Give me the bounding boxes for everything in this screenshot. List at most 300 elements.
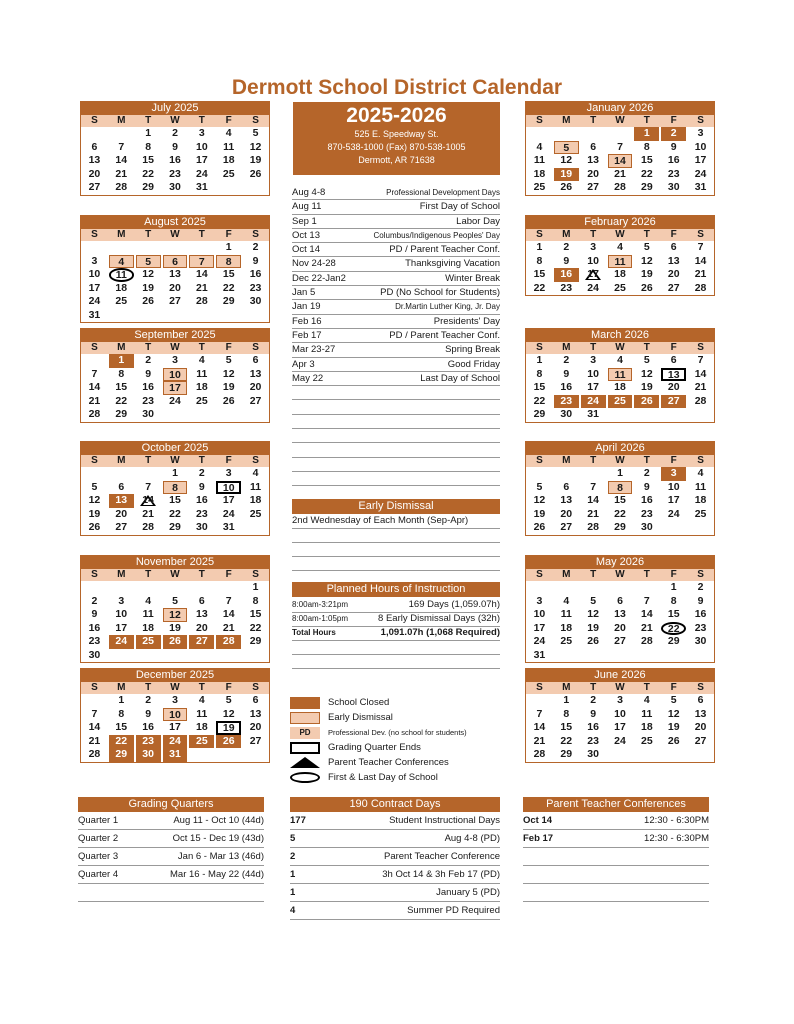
day-cell: 8 bbox=[608, 481, 633, 495]
day-cell: 16 bbox=[667, 154, 680, 166]
quarter-range: Oct 15 - Dec 19 (43d) bbox=[172, 833, 264, 844]
month-nov bbox=[80, 555, 270, 663]
weekday-label: M bbox=[117, 569, 126, 580]
legend-label: Parent Teacher Conferences bbox=[328, 757, 449, 768]
day-cell: 5 bbox=[554, 141, 579, 155]
day-cell: 24 bbox=[163, 735, 188, 749]
day-cell: 23 bbox=[641, 507, 653, 520]
weekday-label: T bbox=[145, 229, 152, 240]
day-cell: 4 bbox=[617, 354, 623, 366]
event-name: Thanksgiving Vacation bbox=[405, 258, 500, 270]
day-cell: 8 bbox=[670, 594, 677, 607]
day-cell: 5 bbox=[91, 480, 98, 493]
day-cell: 20 bbox=[667, 381, 680, 393]
day-cell: 2 bbox=[91, 594, 98, 607]
weekday-label: T bbox=[590, 682, 597, 693]
day-cell: 7 bbox=[617, 140, 623, 153]
day-cell: 28 bbox=[587, 521, 599, 533]
phone: 870-538-1000 (Fax) 870-538-1005 bbox=[327, 142, 466, 152]
weekday-label: T bbox=[145, 342, 152, 353]
event-row bbox=[292, 257, 500, 271]
weekday-label: W bbox=[170, 569, 180, 580]
day-cell: 20 bbox=[249, 381, 262, 393]
day-grid bbox=[526, 467, 714, 535]
month-title: December 2025 bbox=[81, 668, 269, 682]
event-name: Presidents' Day bbox=[433, 315, 500, 327]
day-cell: 2 bbox=[145, 354, 152, 366]
quarter-range: Aug 11 - Oct 10 (44d) bbox=[173, 815, 264, 826]
day-cell: 9 bbox=[643, 480, 650, 493]
day-cell: 2 bbox=[563, 241, 570, 253]
weekday-label: M bbox=[117, 455, 126, 466]
blank-line bbox=[78, 884, 264, 902]
day-cell: 7 bbox=[536, 707, 543, 720]
quarter-range: Mar 16 - May 22 (44d) bbox=[170, 869, 264, 880]
month-jan bbox=[525, 101, 715, 196]
day-cell: 20 bbox=[115, 507, 128, 520]
day-cell: 13 bbox=[694, 707, 707, 720]
weekday-label: T bbox=[590, 569, 597, 580]
day-cell: 23 bbox=[560, 281, 573, 294]
day-cell: 26 bbox=[667, 734, 680, 747]
weekday-label: F bbox=[225, 342, 232, 353]
weekday-header bbox=[526, 115, 714, 127]
day-cell: 19 bbox=[587, 621, 599, 634]
day-cell: 30 bbox=[88, 648, 101, 661]
address: 525 E. Speedway St. bbox=[354, 129, 439, 139]
day-cell: 3 bbox=[91, 254, 98, 267]
day-cell: 12 bbox=[163, 608, 188, 622]
event-row bbox=[292, 272, 500, 286]
event-row bbox=[292, 343, 500, 357]
day-cell: 22 bbox=[222, 281, 235, 294]
empty-day bbox=[554, 467, 579, 481]
day-cell: 11 bbox=[250, 480, 262, 493]
blank-line bbox=[292, 429, 500, 443]
event-date: Sep 1 bbox=[292, 215, 317, 227]
blank-line bbox=[292, 472, 500, 486]
day-cell: 3 bbox=[617, 694, 623, 706]
day-cell: 20 bbox=[169, 281, 181, 294]
month-title: May 2026 bbox=[526, 555, 714, 569]
empty-day bbox=[554, 581, 579, 595]
month-title: July 2025 bbox=[81, 101, 269, 115]
day-cell: 16 bbox=[554, 268, 579, 282]
day-grid bbox=[526, 581, 714, 662]
day-cell: 6 bbox=[163, 255, 188, 269]
weekday-label: F bbox=[225, 455, 232, 466]
contract-text: Student Instructional Days bbox=[389, 815, 500, 826]
day-cell: 30 bbox=[142, 408, 154, 420]
event-name: Spring Break bbox=[445, 344, 500, 356]
day-cell: 26 bbox=[641, 281, 653, 294]
weekday-label: T bbox=[643, 682, 650, 693]
day-cell: 14 bbox=[88, 721, 101, 733]
day-cell: 22 bbox=[614, 507, 626, 520]
grading-row bbox=[78, 848, 264, 866]
blank-line bbox=[523, 848, 709, 866]
day-cell: 4 bbox=[225, 127, 232, 139]
weekday-label: F bbox=[225, 569, 232, 580]
blank-line bbox=[292, 458, 500, 472]
day-cell: 21 bbox=[587, 507, 599, 520]
weekday-label: F bbox=[670, 342, 677, 353]
day-cell: 1 bbox=[172, 467, 178, 479]
event-name: Dr.Martin Luther King, Jr. Day bbox=[395, 302, 500, 312]
day-cell: 2 bbox=[643, 467, 650, 479]
legend-swatch-tri bbox=[290, 757, 320, 768]
weekday-label: W bbox=[170, 229, 180, 240]
day-cell: 21 bbox=[88, 394, 101, 407]
day-cell: 20 bbox=[614, 621, 626, 634]
day-cell: 29 bbox=[109, 748, 134, 762]
day-cell: 22 bbox=[533, 394, 546, 407]
day-cell: 11 bbox=[608, 368, 633, 382]
day-cell: 28 bbox=[88, 748, 101, 760]
weekday-label: M bbox=[117, 229, 126, 240]
day-cell: 10 bbox=[88, 268, 101, 280]
contract-row bbox=[290, 830, 500, 848]
day-grid bbox=[526, 241, 714, 295]
day-cell: 5 bbox=[590, 594, 597, 607]
day-cell: 18 bbox=[142, 621, 154, 634]
empty-day bbox=[109, 581, 134, 595]
day-cell: 12 bbox=[587, 608, 599, 620]
day-cell: 25 bbox=[614, 281, 626, 294]
day-cell: 8 bbox=[216, 255, 241, 269]
day-cell: 28 bbox=[88, 408, 101, 420]
contract-count: 2 bbox=[290, 851, 296, 862]
legend-swatch-pd: PD bbox=[290, 727, 320, 739]
empty-day bbox=[82, 127, 107, 141]
weekday-label: T bbox=[643, 229, 650, 240]
day-cell: 27 bbox=[661, 395, 686, 409]
day-cell: 19 bbox=[641, 381, 653, 393]
event-name: Winter Break bbox=[445, 272, 500, 284]
day-cell: 23 bbox=[249, 281, 262, 294]
day-cell: 23 bbox=[554, 395, 579, 409]
day-cell: 29 bbox=[667, 635, 680, 647]
legend-label: School Closed bbox=[328, 697, 390, 708]
day-cell: 16 bbox=[169, 154, 181, 166]
day-grid bbox=[526, 354, 714, 422]
empty-day bbox=[136, 241, 161, 255]
day-cell: 24 bbox=[587, 281, 599, 294]
day-cell: 19 bbox=[88, 507, 101, 520]
ptc-date: Oct 14 bbox=[523, 815, 553, 826]
weekday-label: F bbox=[670, 682, 677, 693]
day-cell: 10 bbox=[587, 254, 599, 267]
day-cell: 3 bbox=[697, 127, 704, 139]
day-cell: 16 bbox=[88, 621, 101, 634]
ptc-row bbox=[523, 812, 709, 830]
day-cell: 29 bbox=[249, 635, 262, 647]
page-title: Dermott School District Calendar bbox=[231, 76, 563, 99]
day-cell: 2 bbox=[198, 467, 205, 479]
day-cell: 9 bbox=[198, 480, 205, 493]
day-cell: 26 bbox=[533, 521, 546, 533]
day-cell: 3 bbox=[118, 594, 125, 607]
early-dismissal-row bbox=[292, 514, 500, 529]
event-name: Professional Development Days bbox=[386, 188, 500, 197]
day-cell: 31 bbox=[88, 308, 101, 321]
day-cell: 29 bbox=[614, 521, 626, 533]
day-cell: 23 bbox=[88, 635, 101, 647]
grading-row bbox=[78, 812, 264, 830]
day-cell: 31 bbox=[163, 748, 188, 762]
legend-swatch-early bbox=[290, 712, 320, 724]
day-cell: 7 bbox=[91, 707, 98, 720]
legend-row bbox=[290, 755, 500, 770]
day-cell: 30 bbox=[136, 748, 161, 762]
day-cell: 27 bbox=[169, 295, 181, 307]
day-cell: 6 bbox=[118, 480, 125, 493]
legend-label: First & Last Day of School bbox=[328, 772, 438, 783]
blank-line bbox=[292, 400, 500, 414]
day-cell: 16 bbox=[142, 721, 154, 733]
day-cell: 7 bbox=[118, 140, 125, 153]
legend-swatch-box bbox=[290, 742, 320, 754]
weekday-label: W bbox=[615, 342, 625, 353]
hours-row bbox=[292, 612, 500, 627]
day-cell: 13 bbox=[249, 707, 262, 720]
day-cell: 24 bbox=[222, 507, 235, 520]
day-cell: 24 bbox=[533, 635, 546, 647]
weekday-label: M bbox=[117, 682, 126, 693]
event-date: Aug 11 bbox=[292, 201, 322, 213]
day-cell: 26 bbox=[560, 181, 573, 193]
contract-count: 177 bbox=[290, 815, 306, 826]
month-aug bbox=[80, 215, 270, 323]
weekday-label: T bbox=[590, 455, 597, 466]
weekday-label: S bbox=[697, 455, 704, 466]
grading-rows bbox=[78, 812, 264, 902]
ptc-table bbox=[523, 797, 709, 902]
day-cell: 8 bbox=[145, 140, 152, 153]
ptc-date: Feb 17 bbox=[523, 833, 554, 844]
day-cell: 23 bbox=[142, 394, 154, 407]
legend-row bbox=[290, 695, 500, 710]
legend-label: Early Dismissal bbox=[328, 712, 393, 723]
hours-time: 8:00am-3:21pm bbox=[292, 600, 349, 609]
day-cell: 21 bbox=[196, 281, 208, 294]
day-cell: 24 bbox=[196, 167, 208, 180]
weekday-header bbox=[81, 455, 269, 467]
day-cell: 18 bbox=[694, 494, 707, 506]
day-cell: 25 bbox=[694, 507, 707, 520]
legend-row bbox=[290, 770, 500, 785]
contract-text: Parent Teacher Conference bbox=[383, 851, 500, 862]
weekday-label: T bbox=[590, 229, 597, 240]
weekday-label: W bbox=[615, 682, 625, 693]
contract-text: January 5 (PD) bbox=[436, 887, 500, 898]
weekday-label: T bbox=[145, 569, 152, 580]
day-cell: 18 bbox=[196, 721, 208, 733]
day-cell: 22 bbox=[641, 167, 653, 180]
weekday-label: S bbox=[252, 115, 259, 126]
day-cell: 11 bbox=[142, 608, 154, 620]
quarter-name: Quarter 3 bbox=[78, 851, 119, 862]
day-cell: 30 bbox=[169, 181, 181, 193]
event-date: Nov 24-28 bbox=[292, 258, 336, 270]
day-cell: 28 bbox=[216, 635, 241, 649]
contract-count: 1 bbox=[290, 887, 296, 898]
weekday-label: M bbox=[562, 569, 571, 580]
day-cell: 4 bbox=[109, 255, 134, 269]
weekday-header bbox=[81, 569, 269, 581]
day-cell: 28 bbox=[694, 394, 707, 407]
blank-line bbox=[292, 542, 500, 557]
empty-day bbox=[581, 467, 606, 481]
empty-day bbox=[82, 467, 107, 481]
day-cell: 21 bbox=[694, 268, 707, 280]
empty-day bbox=[82, 354, 107, 368]
day-cell: 7 bbox=[590, 480, 597, 493]
day-cell: 22 bbox=[169, 507, 181, 520]
weekday-label: W bbox=[615, 569, 625, 580]
day-cell: 17 bbox=[115, 621, 128, 634]
weekday-label: F bbox=[670, 455, 677, 466]
day-cell: 20 bbox=[587, 167, 599, 180]
event-date: Jan 19 bbox=[292, 301, 321, 313]
contract-count: 4 bbox=[290, 905, 296, 916]
day-cell: 28 bbox=[196, 295, 208, 307]
day-cell: 15 bbox=[169, 494, 181, 506]
day-cell: 14 bbox=[533, 721, 546, 733]
weekday-label: T bbox=[643, 115, 650, 126]
day-cell: 22 bbox=[533, 281, 546, 294]
day-cell: 24 bbox=[694, 167, 707, 180]
day-cell: 10 bbox=[694, 140, 707, 153]
day-cell: 29 bbox=[560, 748, 573, 760]
day-cell: 2 bbox=[252, 241, 259, 253]
day-cell: 25 bbox=[196, 394, 208, 407]
day-cell: 14 bbox=[136, 494, 161, 508]
event-row bbox=[292, 286, 500, 300]
day-cell: 6 bbox=[590, 140, 597, 153]
month-feb bbox=[525, 215, 715, 296]
day-cell: 17 bbox=[169, 721, 181, 733]
day-cell: 3 bbox=[172, 354, 178, 366]
day-cell: 4 bbox=[617, 241, 623, 253]
event-name: PD (No School for Students) bbox=[380, 287, 500, 299]
day-cell: 23 bbox=[196, 507, 208, 520]
contract-text: Summer PD Required bbox=[407, 905, 500, 916]
day-cell: 19 bbox=[533, 507, 546, 520]
contract-row bbox=[290, 812, 500, 830]
blank-line bbox=[292, 640, 500, 655]
weekday-label: M bbox=[117, 115, 126, 126]
day-cell: 21 bbox=[222, 621, 235, 634]
day-cell: 5 bbox=[536, 480, 543, 493]
day-cell: 31 bbox=[533, 648, 546, 661]
day-cell: 26 bbox=[142, 295, 154, 307]
ptc-row bbox=[523, 830, 709, 848]
weekday-label: T bbox=[198, 455, 205, 466]
day-cell: 19 bbox=[169, 621, 181, 634]
day-cell: 25 bbox=[560, 635, 573, 647]
blank-line bbox=[292, 386, 500, 400]
day-cell: 27 bbox=[667, 281, 680, 294]
day-cell: 18 bbox=[115, 281, 128, 294]
day-cell: 17 bbox=[163, 381, 188, 395]
day-cell: 28 bbox=[614, 181, 626, 193]
day-cell: 17 bbox=[587, 381, 599, 393]
day-cell: 27 bbox=[614, 635, 626, 647]
day-cell: 7 bbox=[189, 255, 214, 269]
day-cell: 1 bbox=[109, 354, 134, 368]
month-oct bbox=[80, 441, 270, 536]
day-cell: 15 bbox=[142, 154, 154, 166]
empty-day bbox=[189, 241, 214, 255]
day-cell: 9 bbox=[697, 594, 704, 607]
empty-day bbox=[109, 127, 134, 141]
day-cell: 24 bbox=[581, 395, 606, 409]
day-cell: 2 bbox=[145, 694, 152, 706]
day-cell: 31 bbox=[694, 181, 707, 193]
day-cell: 2 bbox=[697, 581, 704, 593]
empty-day bbox=[109, 467, 134, 481]
empty-day bbox=[527, 694, 552, 708]
day-cell: 15 bbox=[560, 721, 573, 733]
event-date: Feb 17 bbox=[292, 329, 322, 341]
day-cell: 7 bbox=[225, 594, 232, 607]
weekday-label: S bbox=[91, 682, 98, 693]
event-row bbox=[292, 215, 500, 229]
day-cell: 2 bbox=[172, 127, 178, 139]
event-row bbox=[292, 243, 500, 257]
day-cell: 10 bbox=[667, 480, 680, 493]
day-cell: 10 bbox=[216, 481, 241, 495]
grading-title: Grading Quarters bbox=[78, 797, 264, 812]
weekday-label: S bbox=[697, 569, 704, 580]
day-cell: 14 bbox=[641, 608, 653, 620]
day-cell: 24 bbox=[88, 295, 101, 307]
empty-day bbox=[527, 467, 552, 481]
day-cell: 25 bbox=[533, 181, 546, 193]
day-cell: 28 bbox=[641, 635, 653, 647]
day-cell: 13 bbox=[587, 154, 599, 166]
day-cell: 26 bbox=[163, 635, 188, 649]
contract-title: 190 Contract Days bbox=[290, 797, 500, 812]
day-cell: 10 bbox=[587, 367, 599, 380]
day-cell: 12 bbox=[667, 707, 680, 720]
day-cell: 19 bbox=[249, 154, 262, 166]
weekday-label: S bbox=[697, 682, 704, 693]
day-cell: 23 bbox=[136, 735, 161, 749]
day-cell: 5 bbox=[643, 354, 650, 366]
event-row bbox=[292, 329, 500, 343]
weekday-label: M bbox=[562, 115, 571, 126]
day-cell: 17 bbox=[694, 154, 707, 166]
day-cell: 12 bbox=[249, 140, 262, 153]
day-cell: 12 bbox=[641, 367, 653, 380]
quarter-name: Quarter 4 bbox=[78, 869, 119, 880]
weekday-label: W bbox=[615, 115, 625, 126]
day-cell: 5 bbox=[225, 694, 232, 706]
day-cell: 27 bbox=[694, 734, 707, 747]
hours-time: Total Hours bbox=[292, 628, 336, 637]
day-cell: 18 bbox=[560, 621, 573, 634]
day-cell: 20 bbox=[249, 721, 262, 733]
event-row bbox=[292, 372, 500, 386]
weekday-label: S bbox=[536, 682, 543, 693]
day-cell: 11 bbox=[196, 707, 208, 720]
day-cell: 30 bbox=[560, 408, 573, 420]
weekday-label: T bbox=[643, 455, 650, 466]
day-cell: 10 bbox=[196, 140, 208, 153]
day-cell: 28 bbox=[142, 521, 154, 533]
